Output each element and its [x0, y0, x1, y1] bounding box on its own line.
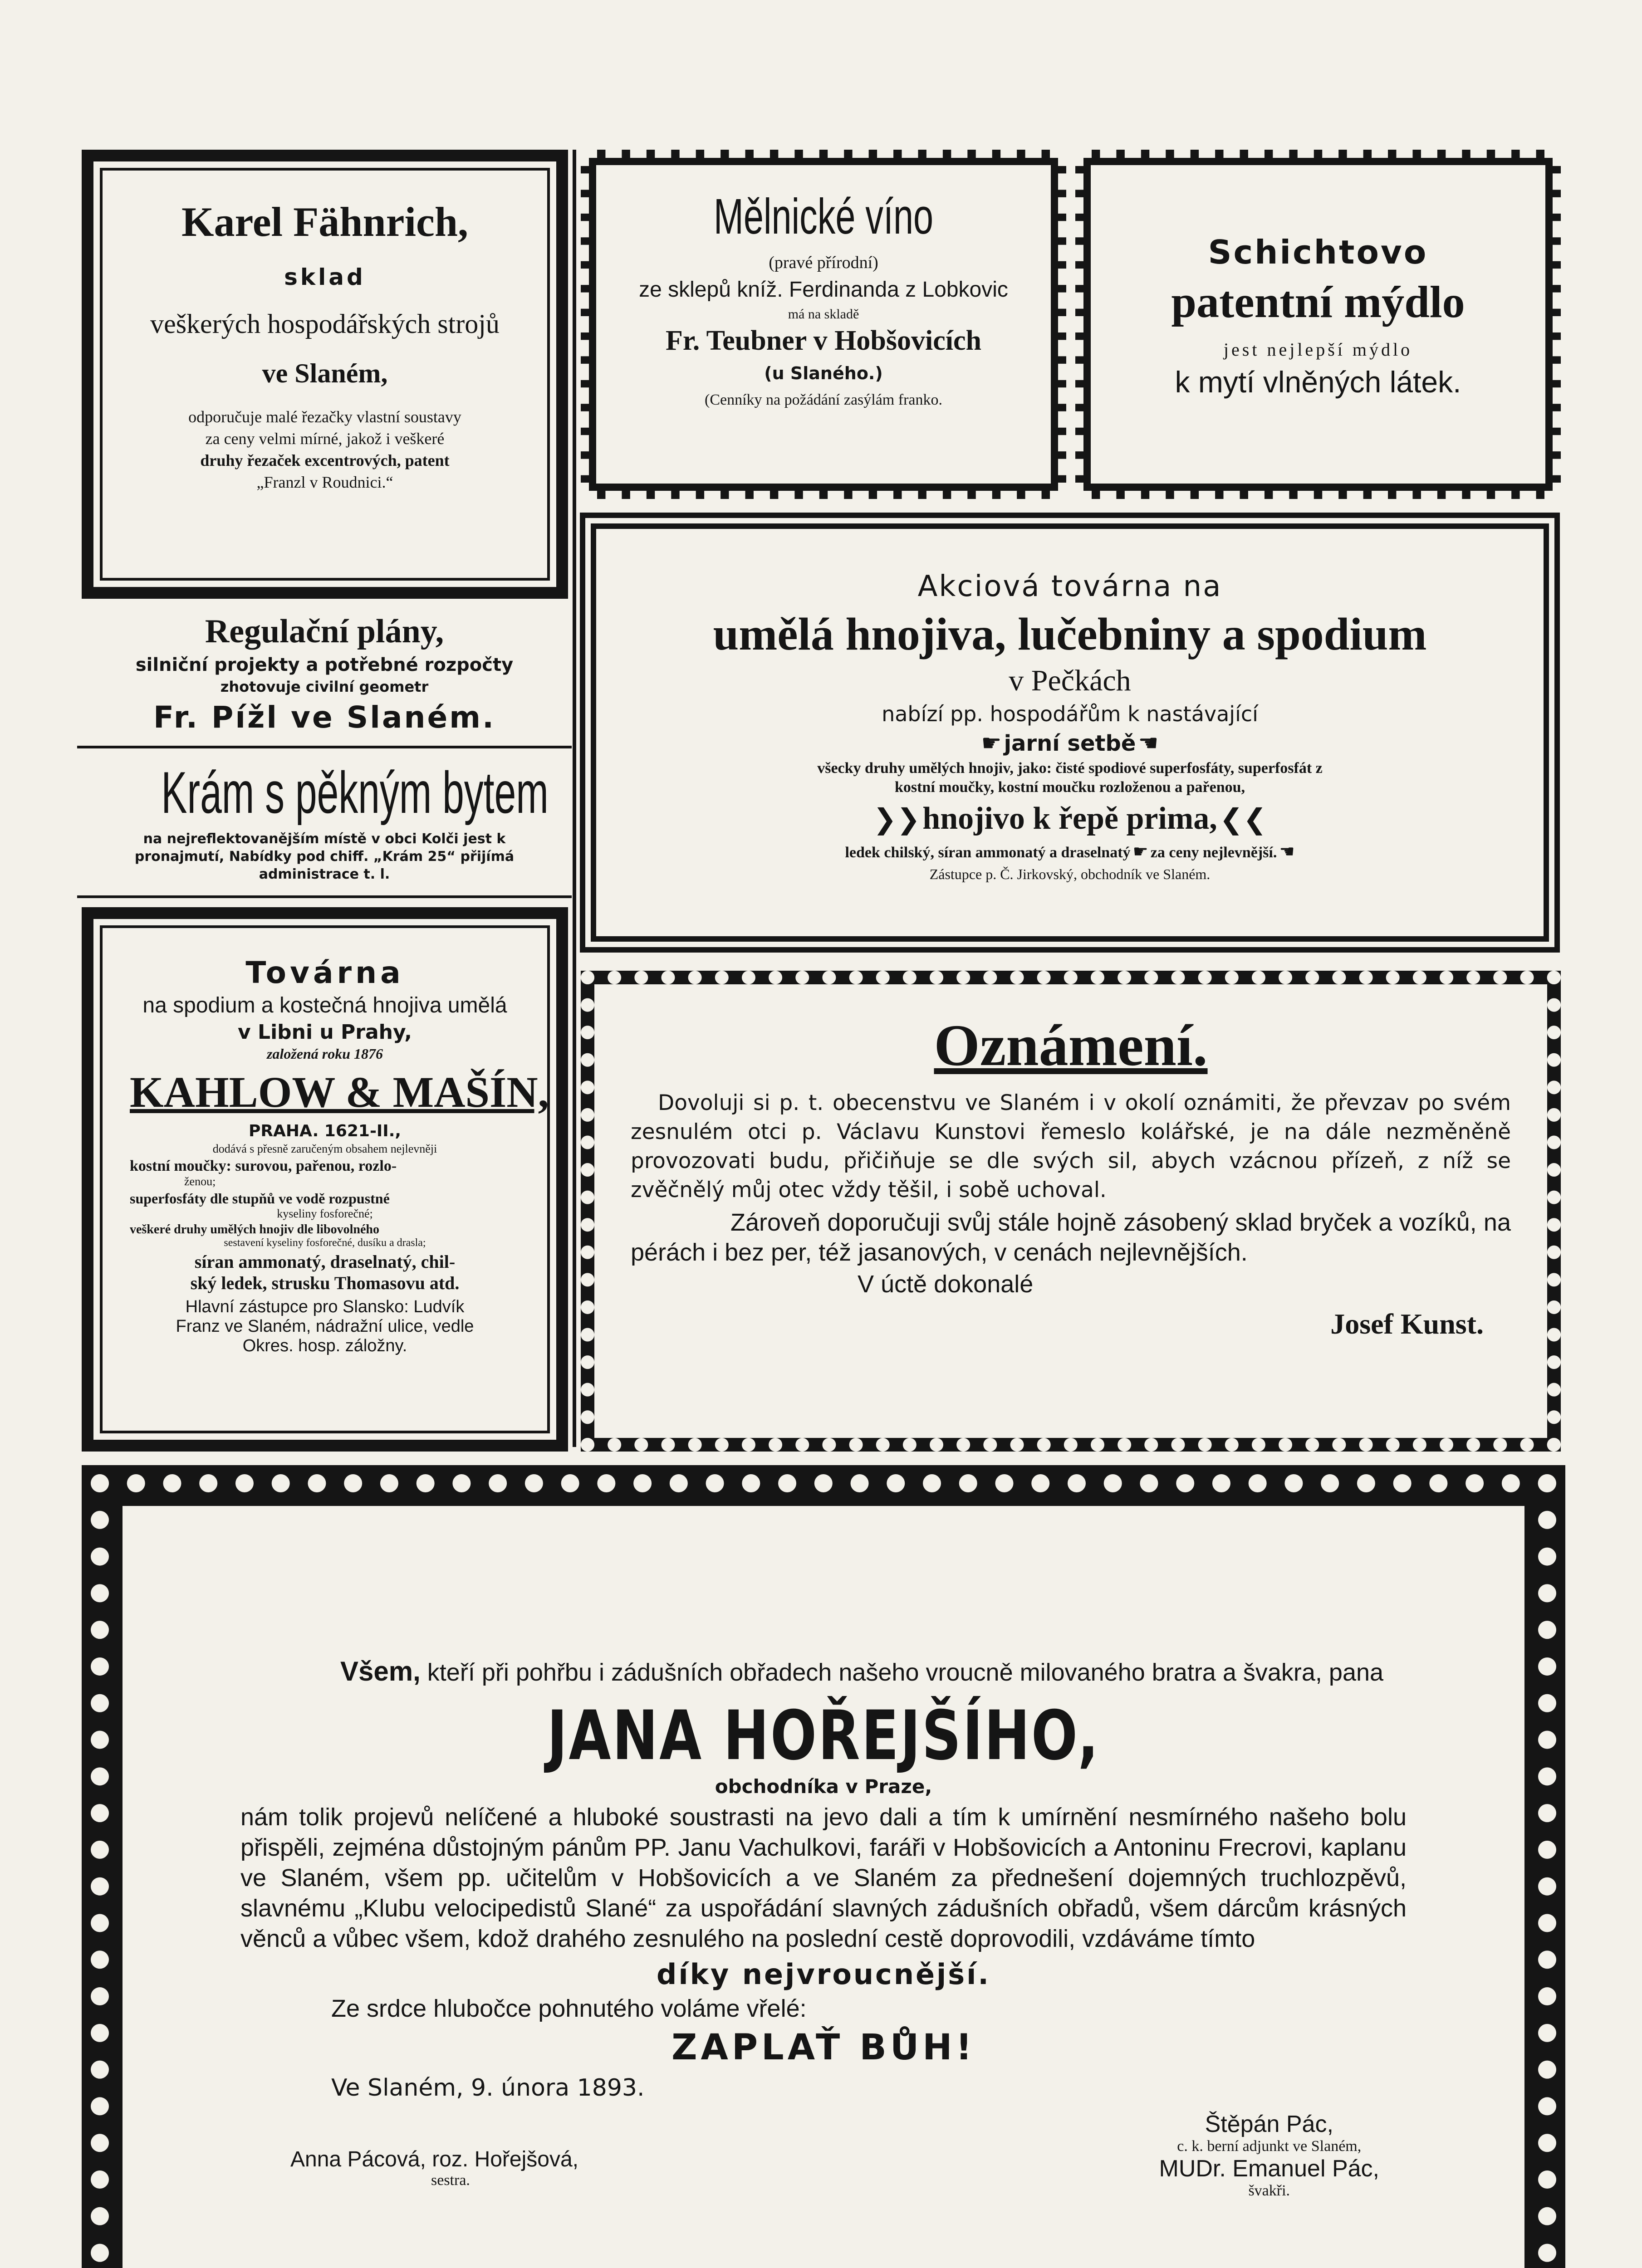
ad-kram-title: Krám s pěkným bytem — [161, 759, 549, 826]
ad-vino-l3: má na skladě — [788, 307, 859, 322]
ad-kahlow-l15: Hlavní zástupce pro Slansko: Ludvík — [185, 1297, 465, 1316]
ad-plany-l2: zhotovuje civilní geometr — [220, 678, 429, 695]
obituary-body: nám tolik projevů nelíčené a hluboké soustrasti na jevo dali a tím k umírnění nesmírného našeho bolu přispěli, zejména důstojným pánům PP. Janu Vachulkovi, faráři v Hobšovicích a Antoninu Frecrovi, kaplanu ve Slaném, všem pp. učitelům v Hobšovicích a ve Slaném za přednešení dojemných truchlozpěvů, slavnému „Klubu velocipedistů Slané“ za uspořádání slavných zádušních obřadů, všem dárcům krásných věnců a vůbec všem, kdož drahého zesnulého na poslední cestě doprovodili, vzdáváme tímto — [240, 1804, 1407, 1952]
signature-anna — [290, 2147, 578, 2189]
obituary-p1 — [240, 1656, 1407, 1688]
ad-fahnrich — [82, 150, 568, 599]
ad-kahlow-l7: kostní moučky: surovou, pařenou, rozlo- — [130, 1158, 397, 1174]
ad-hnojiva-l7: kostní moučky, kostní moučku rozloženou a pařenou, — [894, 779, 1245, 796]
ad-hnojiva-l2: umělá hnojiva, lučebniny a spodium — [713, 609, 1427, 660]
ad-hnojiva-l9: ledek chilský, síran ammonatý a draselnatý — [845, 844, 1131, 861]
ad-oznameni-closing: V úctě dokonalé — [858, 1271, 1034, 1298]
ad-mydlo-l3: jest nejlepší mýdlo — [1223, 339, 1413, 360]
column-divider — [573, 150, 576, 1447]
ad-plany-title: Regulační plány, — [205, 613, 444, 650]
ad-kahlow-l11: veškeré druhy umělých hnojiv dle libovolného — [130, 1222, 379, 1237]
ad-oznameni — [581, 971, 1561, 1452]
ad-hnojiva-l6: všecky druhy umělých hnojiv, jako: čisté spodiové superfosfáty, superfosfát z — [817, 760, 1323, 777]
ad-fahnrich-l5: za ceny velmi mírné, jakož i veškeré — [205, 430, 445, 448]
ad-hnojiva-l1: Akciová továrna na — [917, 570, 1222, 603]
ad-fahnrich-l3: ve Slaném, — [262, 358, 388, 388]
ad-vino-l1: (pravé přírodní) — [769, 253, 878, 272]
ad-kram — [77, 753, 572, 898]
ad-mydlo-l2: patentní mýdlo — [1171, 277, 1465, 327]
obituary-thanks: díky nejvroucnější. — [657, 1958, 990, 1991]
pointing-hand-left-icon-2: ☚ — [1279, 841, 1295, 861]
obituary-sig2-name: Štěpán Pác, — [1205, 2111, 1333, 2137]
obituary-date: Ve Slaném, 9. února 1893. — [331, 2074, 645, 2102]
ad-oznameni-p2: Zároveň doporučuji svůj stále hojně zásobený sklad bryček a vozíků, na pérách i bez per, též jasanových, v cenách nejlevnějších. — [631, 1209, 1511, 1266]
pointing-hand-right-icon: ☛ — [981, 730, 1002, 756]
ad-kahlow-l17: Okres. hosp. záložny. — [242, 1336, 407, 1355]
ad-kahlow-l2: v Libni u Prahy, — [238, 1021, 412, 1044]
ad-oznameni-title: Oznámení. — [934, 1013, 1208, 1078]
obituary-sig1-name: Anna Pácová, roz. Hořejšová, — [290, 2147, 578, 2171]
ad-kahlow-l3: založená roku 1876 — [266, 1046, 383, 1062]
ad-vino-title: Mělnické víno — [713, 189, 934, 244]
ad-kahlow-l10: kyseliny fosforečné; — [277, 1207, 373, 1220]
ad-fahnrich-name: Karel Fähnrich, — [181, 199, 469, 245]
ad-hnojiva-l8: hnojivo k řepě prima, — [922, 801, 1217, 836]
ad-vino — [581, 150, 1066, 499]
ad-hnojiva-l10: za ceny nejlevnější. — [1150, 844, 1277, 861]
obituary-sig3-name: MUDr. Emanuel Pác, — [1159, 2156, 1379, 2182]
pointing-hand-icon: ☛ — [1132, 841, 1148, 861]
ad-kahlow-l13: síran ammonatý, draselnatý, chil- — [194, 1251, 456, 1272]
ad-hnojiva-l11: Zástupce p. Č. Jirkovský, obchodník ve Slaném. — [929, 866, 1211, 882]
obituary-sig1-role: sestra. — [431, 2172, 470, 2189]
obituary-p1b: kteří při pohřbu i zádušních obřadech našeho vroucně milovaného bratra a švakra, pana — [427, 1659, 1384, 1686]
obituary-notice — [82, 1465, 1565, 2268]
ad-plany-l1: silniční projekty a potřebné rozpočty — [135, 655, 514, 675]
ad-fahnrich-l4: odporučuje malé řezačky vlastní soustavy — [188, 408, 461, 426]
ad-kahlow-l14: ský ledek, strusku Thomasovu atd. — [190, 1273, 460, 1293]
ad-plany — [77, 599, 572, 748]
ad-hnojiva-l5: jarní setbě — [1004, 731, 1136, 756]
ad-kahlow — [82, 907, 568, 1452]
pointing-hand-left-icon: ☚ — [1138, 730, 1159, 756]
ad-fahnrich-l2: veškerých hospodářských strojů — [150, 309, 500, 339]
ad-hnojiva-repa-row — [623, 801, 1516, 837]
ad-kahlow-l8: ženou; — [184, 1175, 216, 1188]
ad-kahlow-l1: na spodium a kostečná hnojiva umělá — [142, 993, 507, 1017]
obituary-inner — [123, 1506, 1524, 2268]
ad-kahlow-l12: sestavení kyseliny fosforečné, dusíku a drasla; — [224, 1237, 426, 1249]
ad-plany-l3: Fr. Pížl ve Slaném. — [153, 700, 496, 735]
ad-fahnrich-l1: sklad — [284, 264, 366, 290]
ad-kahlow-title: Továrna — [245, 955, 404, 990]
ad-kram-l3: administrace t. l. — [259, 866, 390, 882]
ad-kram-l1: na nejreflektovanějším místě v obci Kolči jest k — [143, 831, 506, 847]
ad-fahnrich-l7: „Franzl v Roudnici.“ — [256, 473, 393, 491]
obituary-occupation: obchodníka v Praze, — [715, 1775, 932, 1798]
ornament-right-icon: ❮❮ — [1219, 802, 1267, 836]
ad-kahlow-l4: KAHLOW & MAŠÍN, — [130, 1068, 549, 1116]
ad-kahlow-l5: PRAHA. 1621-II., — [248, 1122, 402, 1140]
ad-vino-l5: (u Slaného.) — [764, 363, 883, 383]
ad-kahlow-l16: Franz ve Slaném, nádražní ulice, vedle — [176, 1317, 474, 1336]
obituary-sig3-role: švakři. — [1248, 2182, 1290, 2199]
ad-mydlo-l1: Schichtovo — [1208, 233, 1428, 271]
ad-kram-l2: pronajmutí, Nabídky pod chiff. „Krám 25“ přijímá — [134, 849, 515, 865]
ad-hnojiva-setbe-row — [623, 730, 1516, 756]
obituary-prayer: ZAPLAŤ BŮH! — [671, 2027, 976, 2068]
ad-hnojiva-l4: nabízí pp. hospodářům k nastávající — [882, 702, 1258, 726]
obituary-prayer-intro: Ze srdce hlubočce pohnutého voláme vřelé: — [331, 1995, 807, 2022]
ad-fahnrich-l6: druhy řezaček excentrových, patent — [200, 451, 450, 469]
signature-pac — [1159, 2111, 1380, 2200]
obituary-p1a: Všem, — [340, 1656, 421, 1686]
ad-hnojiva-l3: v Pečkách — [1009, 664, 1131, 697]
obituary-name: JANA HOŘEJŠÍHO, — [547, 1696, 1100, 1775]
ad-hnojiva-ledek-row — [623, 841, 1516, 861]
obituary-signatures — [240, 2111, 1407, 2229]
ad-oznameni-p1: Dovoluji si p. t. obecenstvu ve Slaném i v okolí oznámiti, že převzav po svém zesnulém otci p. Václavu Kunstovi řemeslo kolářské, je na dále nezměněně provozovati budu, přičiňuje se dle svých sil, abych vzácnou přízeň, z níž se zvěčnělý můj otec vždy těšil, i sobě uchoval. — [631, 1090, 1511, 1202]
ad-kahlow-l6: dodává s přesně zaručeným obsahem nejlevněji — [212, 1142, 437, 1155]
ad-oznameni-sign: Josef Kunst. — [1330, 1308, 1484, 1340]
ad-kahlow-l9: superfosfáty dle stupňů ve vodě rozpustné — [130, 1190, 390, 1207]
ornament-left-icon: ❯❯ — [873, 802, 921, 836]
ad-mydlo-l4: k mytí vlněných látek. — [1175, 365, 1461, 399]
ad-vino-l6: (Cenníky na požádání zasýlám franko. — [705, 391, 942, 408]
ad-vino-l4: Fr. Teubner v Hobšovicích — [666, 325, 981, 356]
ad-hnojiva — [580, 513, 1560, 953]
ad-mydlo — [1075, 150, 1561, 499]
ad-vino-l2: ze sklepů kníž. Ferdinanda z Lobkovic — [639, 278, 1008, 302]
obituary-sig2-role: c. k. berní adjunkt ve Slaném, — [1177, 2138, 1362, 2155]
